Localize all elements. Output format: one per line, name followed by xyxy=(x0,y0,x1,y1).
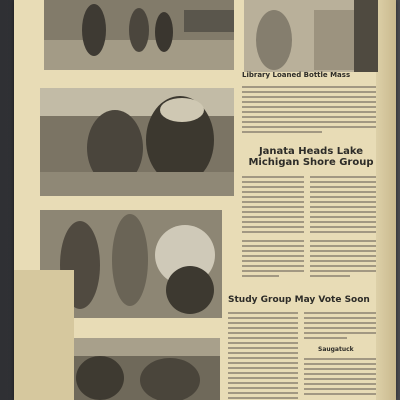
photo-street-crowd xyxy=(44,0,234,70)
photo-library-display xyxy=(244,0,378,72)
photo-people-table xyxy=(40,88,234,196)
headline-study-group: Study Group May Vote Soon xyxy=(228,295,370,305)
article-library-text xyxy=(242,86,376,136)
article-study-left-column xyxy=(228,312,298,400)
subhead-saugatuck: Saugatuck xyxy=(318,346,354,353)
article-saugatuck-text xyxy=(304,358,376,398)
article-janata-right-column xyxy=(310,176,376,280)
headline-library: Library Loaned Bottle Mass xyxy=(242,71,351,79)
article-study-right-column xyxy=(304,312,376,342)
article-janata-left-column xyxy=(242,176,304,280)
newspaper-page-edge xyxy=(376,0,396,400)
torn-page-corner xyxy=(14,270,74,400)
headline-janata: Janata Heads Lake Michigan Shore Group xyxy=(248,146,374,168)
